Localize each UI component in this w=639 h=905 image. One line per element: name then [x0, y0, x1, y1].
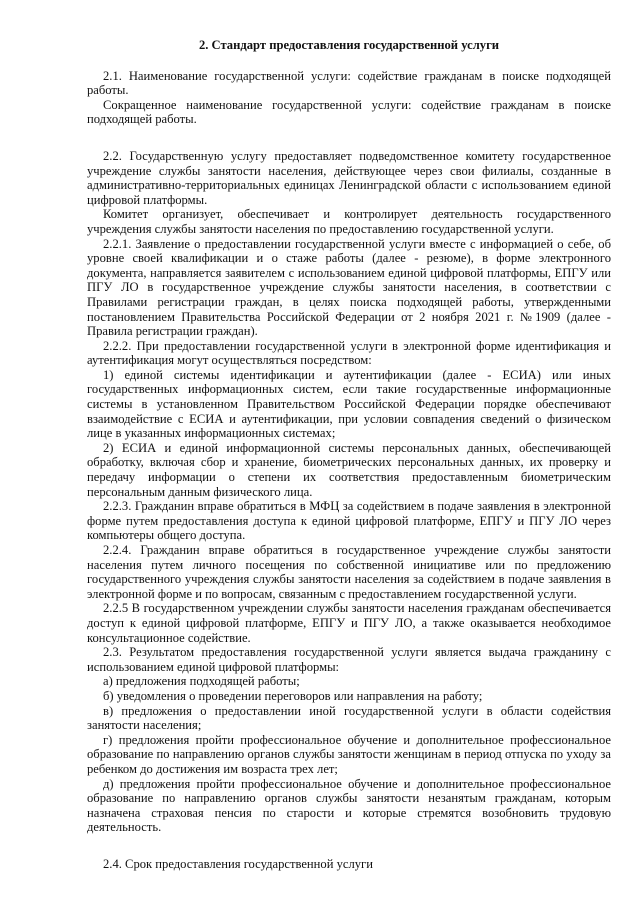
list-item-g: г) предложения пройти профессиональное обучение и дополнительное профессиональное образование по направлению органов службы занятости женщинам в период отпуска по уходу за ребенком до достижения им возраста трех лет;	[87, 732, 611, 776]
list-item-b: б) уведомления о проведении переговоров или направления на работу;	[103, 688, 483, 703]
paragraph-2-2: 2.2. Государственную услугу предоставляет подведомственное комитету государственное учреждение службы занятости населения, действующее через свои филиалы, созданные в административно-территориальных единицах Ленинградской области с использованием единой цифровой платформы.	[87, 148, 611, 207]
paragraph-2-3: 2.3. Результатом предоставления государственной услуги является выдача гражданину с использованием единой цифровой платформы:	[87, 645, 611, 674]
paragraph-short-name: Сокращенное наименование государственной услуги: содействие гражданам в поиске подходящей работы.	[87, 97, 611, 127]
paragraph-2-2-4: 2.2.4. Гражданин вправе обратиться в государственное учреждение службы занятости населения путем личного посещения по собственной инициативе или по предложению государственного учреждения службы занятости населения за содействием в подаче заявления в электронной форме и по вопросам, связанным с предоставлением государственной услуги.	[87, 543, 611, 601]
list-item-v: в) предложения о предоставлении иной государственной услуги в области содействия занятости населения;	[87, 703, 611, 733]
paragraph-2-2-5: 2.2.5 В государственном учреждении службы занятости населения гражданам обеспечивается доступ к единой цифровой платформе, ЕПГУ и ПГУ ЛО, а также оказывается необходимое консультационное содействие.	[87, 601, 611, 645]
spacer	[87, 835, 611, 857]
section-title: 2. Стандарт предоставления государственной услуги	[198, 38, 500, 52]
paragraph-2-2-2: 2.2.2. При предоставлении государственной услуги в электронной форме идентификация и аутентификация могут осуществляться посредством:	[87, 338, 611, 368]
paragraph-2-2-3: 2.2.3. Гражданин вправе обратиться в МФЦ за содействием в подаче заявления в электронной форме путем предоставления доступа к единой цифровой платформе, ЕПГУ и ПГУ ЛО через компьютеры общего доступа.	[87, 499, 611, 543]
paragraph-committee: Комитет организует, обеспечивает и контролирует деятельность государственного учреждения службы занятости населения по предоставлению государственной услуги.	[87, 207, 611, 236]
spacer	[87, 127, 611, 149]
paragraph-2-1: 2.1. Наименование государственной услуги: содействие гражданам в поиске подходящей работы.	[87, 68, 611, 98]
list-item-d: д) предложения пройти профессиональное обучение и дополнительное профессиональное образование по направлению органов службы занятости незанятым гражданам, которым назначена страховая пенсия по старости и которые стремятся возобновить трудовую деятельность.	[87, 776, 611, 835]
paragraph-2-4: 2.4. Срок предоставления государственной услуги	[103, 856, 373, 871]
paragraph-2-2-2-item-2: 2) ЕСИА и единой информационной системы персональных данных, обеспечивающей обработку, включая сбор и хранение, биометрических персональных данных, их проверку и передачу информации о степени их соответствия предоставленным биометрическим персональным данным физического лица.	[87, 440, 611, 499]
paragraph-2-2-2-item-1: 1) единой системы идентификации и аутентификации (далее - ЕСИА) или иных государственных информационных систем, если такие государственные информационные системы в установленном Правительством Российской Федерации порядке обеспечивают взаимодействие с ЕСИА и аутентификации, при условии совпадения сведений о физическом лице в указанных информационных системах;	[87, 367, 611, 441]
list-item-a: а) предложения подходящей работы;	[103, 674, 300, 689]
paragraph-2-2-1: 2.2.1. Заявление о предоставлении государственной услуги вместе с информацией о себе, об уровне своей квалификации и о стаже работы (далее - резюме), в форме электронного документа, направляется заявителем с использованием единой цифровой платформы, ЕПГУ или ПГУ ЛО в государственное учреждение службы занятости населения, в соответствии с Правилами регистрации граждан, в целях поиска подходящей работы, утвержденными постановлением Правительства Российской Федерации от 2 ноября 2021 г. №1909 (далее - Правила регистрации граждан).	[87, 236, 611, 339]
